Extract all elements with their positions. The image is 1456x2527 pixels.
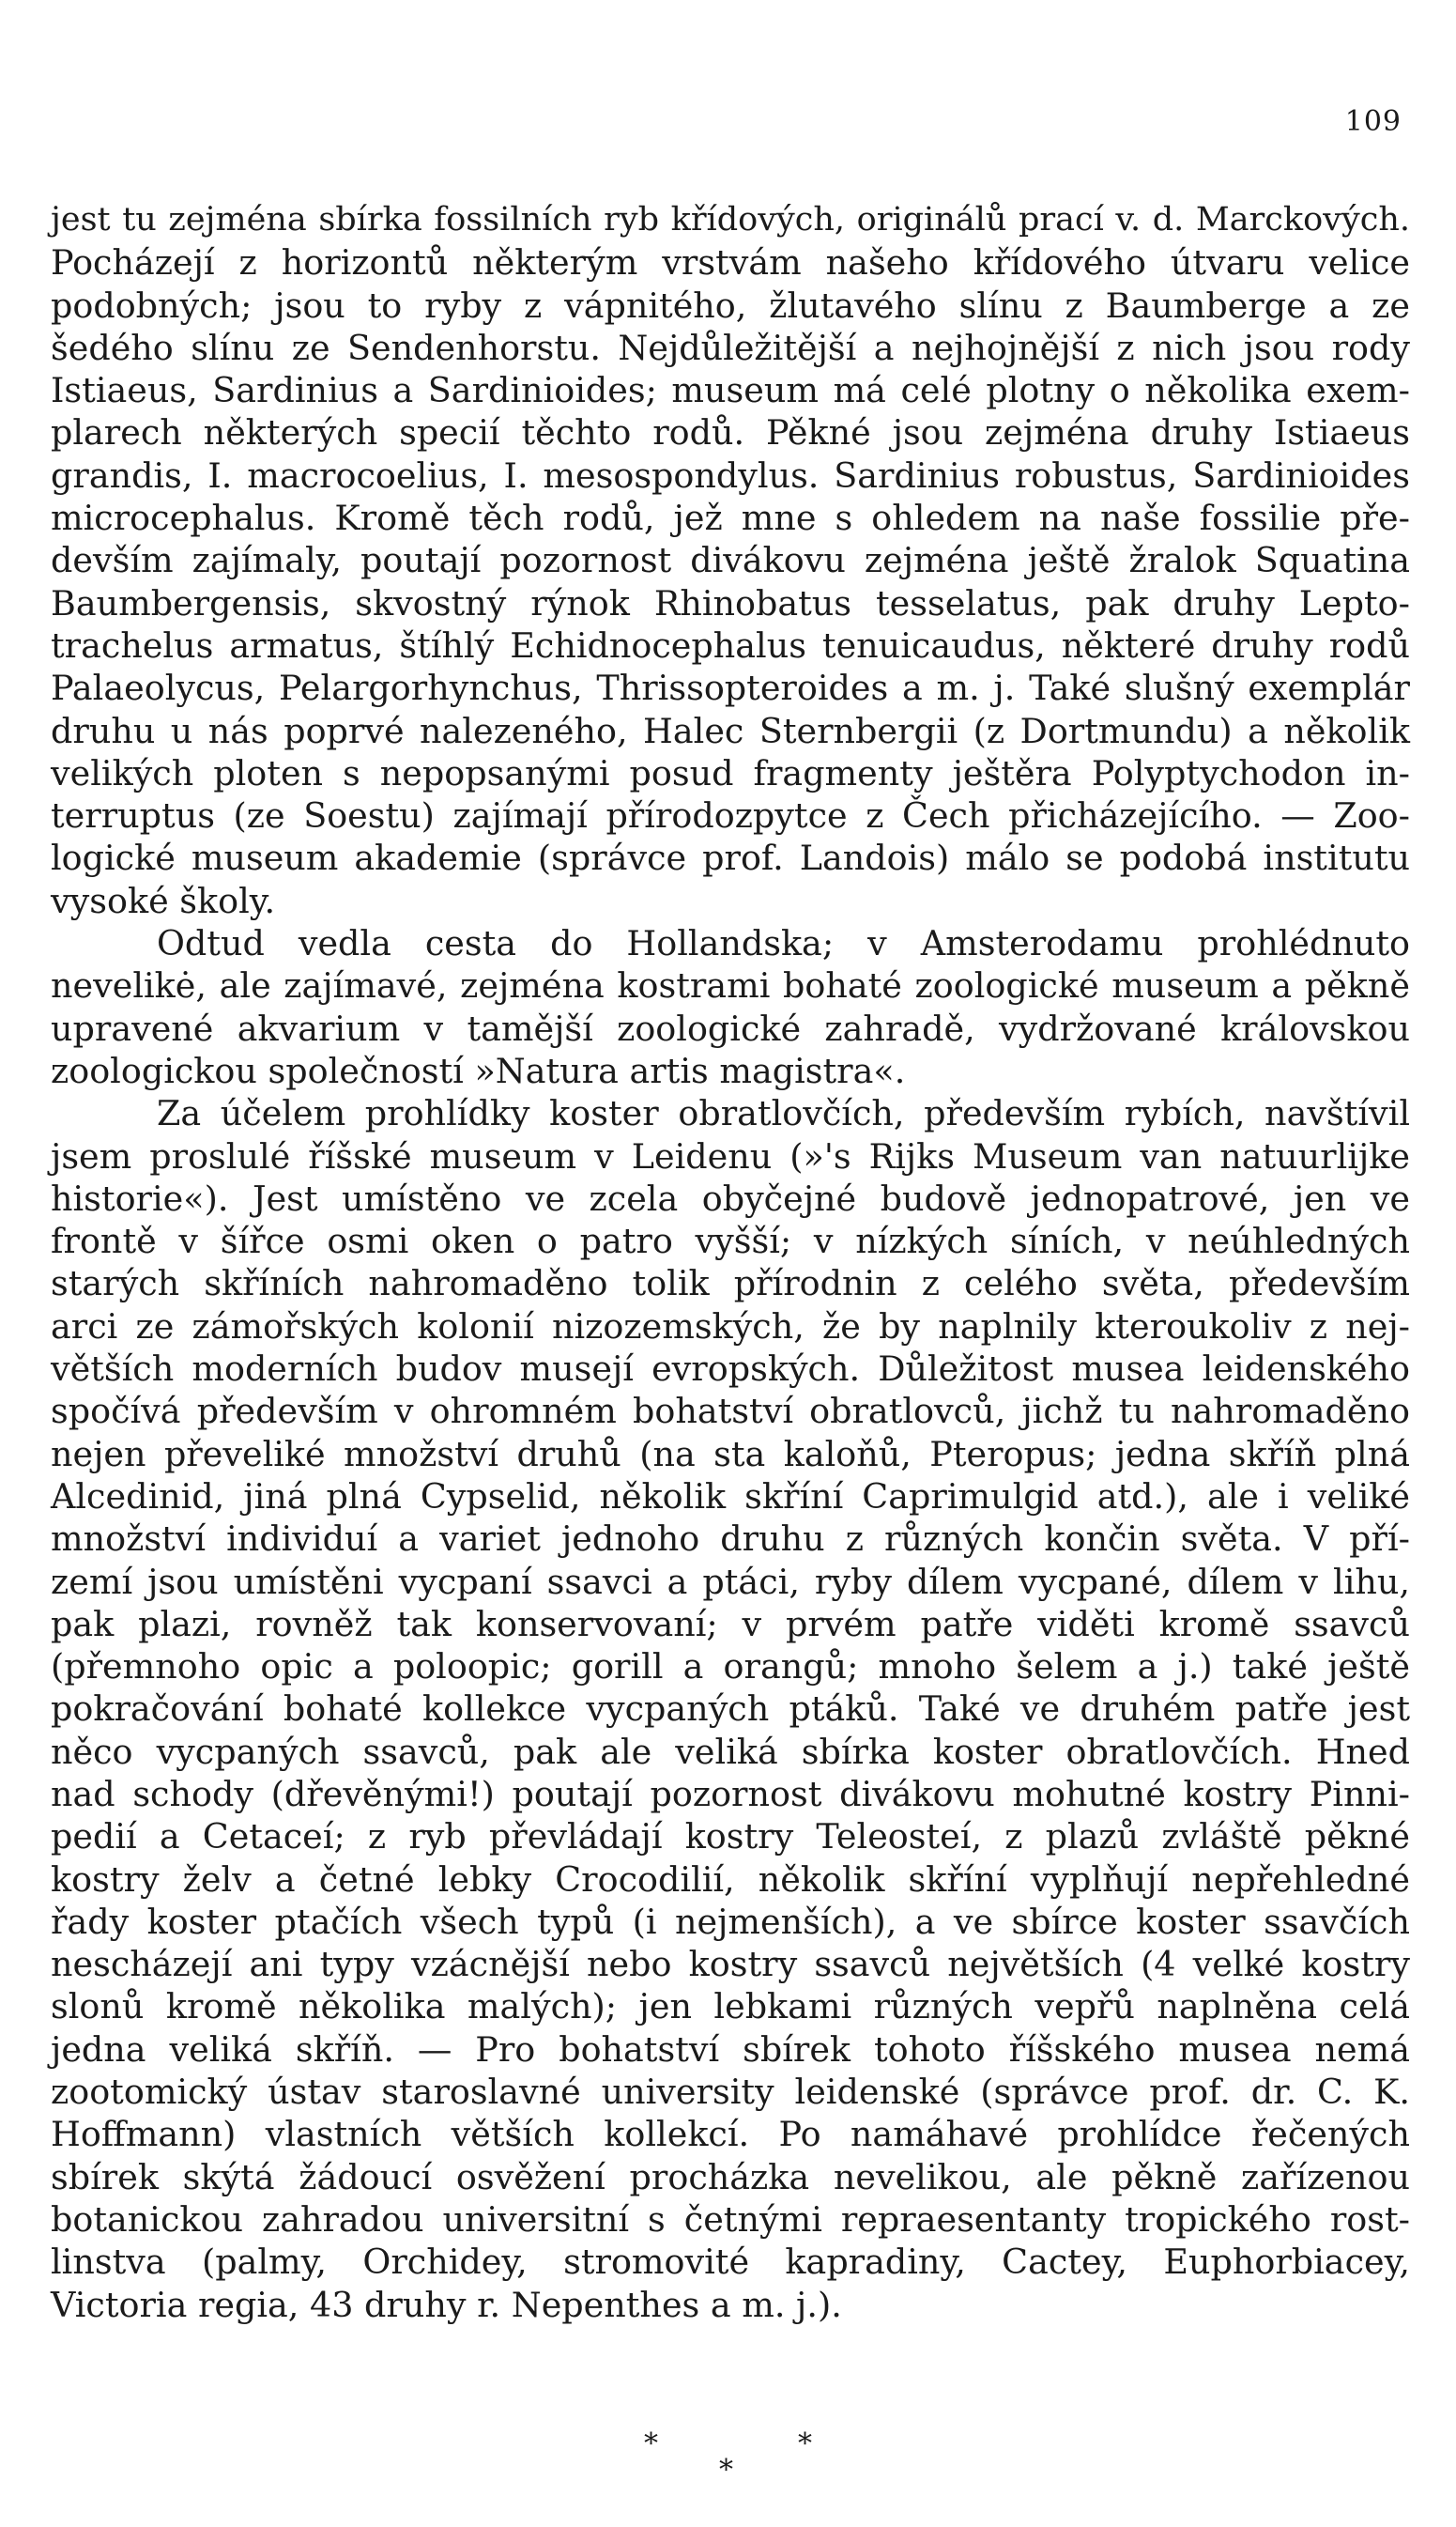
asterism-star-left: * [644,2427,658,2460]
text-line: druhu u nás poprvé nalezeného, Halec Sternbergii (z Dortmundu) a několik [51,710,1410,751]
asterism-star-bottom: * [719,2454,733,2487]
text-line: pak plazi, rovněž tak konservovaní; v prvém patře viděti kromě ssavců [51,1603,1410,1644]
text-line: jsem proslulé říšské museum v Leidenu (»'s Rijks Museum van natuurlijke [51,1135,1410,1177]
text-line: Istiaeus, Sardinius a Sardinioides; museum má celé plotny o několika exem- [51,370,1410,411]
text-line: řady koster ptačích všech typů (i nejmenších), a ve sbírce koster ssavčích [51,1901,1410,1942]
text-line: pokračování bohaté kollekce vycpaných ptáků. Také ve druhém patře jest [51,1688,1410,1730]
text-line: nescházejí ani typy vzácnější nebo kostry ssavců největších (4 velké kostry [51,1944,1410,1985]
text-line: velikých ploten s nepopsanými posud fragmenty ještěra Polyptychodon in- [51,752,1410,794]
page-number: 109 [1344,105,1402,138]
text-line: nejen převeliké množství druhů (na sta kaloňů, Pteropus; jedna skříň plná [51,1433,1410,1474]
text-line: terruptus (ze Soestu) zajímají přírodozpytce z Čech přicházejícího. — Zoo- [51,795,1410,837]
text-line: větších moderních budov musejí evropských. Důležitost musea leidenského [51,1348,1410,1390]
text-line: upravené akvarium v tamější zoologické zahradě, vydržované královskou [51,1008,1410,1049]
text-line: Hoffmann) vlastních větších kollekcí. Po namáhavé prohlídce řečených [51,2114,1410,2155]
text-line: jest tu zejména sbírka fossilních ryb křídových, originálů prací v. d. Marckových. [51,201,1410,239]
text-line: množství individuí a variet jednoho druhu z různých končin světa. V pří- [51,1518,1410,1560]
text-line: něco vycpaných ssavců, pak ale veliká sbírka koster obratlovčích. Hned [51,1731,1410,1772]
asterism-divider [0,2427,1456,2515]
text-line: linstva (palmy, Orchidey, stromovité kapradiny, Cactey, Euphorbiacey, [51,2242,1410,2283]
text-line: Palaeolycus, Pelargorhynchus, Thrissopteroides a m. j. Také slušný exemplár [51,668,1410,709]
text-line: pedií a Cetaceí; z ryb převládají kostry Teleosteí, z plazů zvláště pěkné [51,1816,1410,1857]
text-line: Odtud vedla cesta do Hollandska; v Amsterodamu prohlédnuto [157,923,1410,964]
text-line: slonů kromě několika malých); jen lebkami různých vepřů naplněna celá [51,1986,1410,2027]
text-line: nevelikė, ale zajímavé, zejména kostrami bohaté zoologické museum a pěkně [51,965,1410,1007]
text-line: Za účelem prohlídky koster obratlovčích, především rybích, navštívil [157,1093,1410,1134]
text-line: arci ze zámořských kolonií nizozemských, že by naplnily kteroukoliv z nej- [51,1305,1410,1347]
text-line: nad schody (dřevěnými!) poutají pozornost divákovu mohutné kostry Pinni- [51,1773,1410,1814]
text-line: botanickou zahradou universitní s četnými repraesentanty tropického rost- [51,2198,1410,2240]
text-line: kostry želv a četné lebky Crocodilií, několik skříní vyplňují nepřehledné [51,1858,1410,1900]
text-line: šedého slínu ze Sendenhorstu. Nejdůležitější a nejhojnější z nich jsou rody [51,327,1410,368]
text-line: Alcedinid, jiná plná Cypselid, několik skříní Caprimulgid atd.), ale i veliké [51,1475,1410,1517]
text-line: zemí jsou umístěni vycpaní ssavci a ptáci, ryby dílem vycpané, dílem v lihu, [51,1561,1410,1602]
text-line: starých skříních nahromaděno tolik přírodnin z celého světa, především [51,1263,1410,1304]
text-line: zoologickou společností »Natura artis magistra«. [51,1050,906,1091]
text-line: podobných; jsou to ryby z vápnitého, žlutavého slínu z Baumberge a ze [51,285,1410,326]
text-line: historie«). Jest umístěno ve zcela obyčejné budově jednopatrové, jen ve [51,1178,1410,1219]
text-line: sbírek skýtá žádoucí osvěžení procházka nevelikou, ale pěkně zařízenou [51,2156,1410,2197]
text-line: Pocházejí z horizontů některým vrstvám našeho křídového útvaru velice [51,242,1410,284]
text-line: Baumbergensis, skvostný rýnok Rhinobatus tesselatus, pak druhy Lepto- [51,582,1410,624]
text-line: plarech některých specií těchto rodů. Pěkné jsou zejména druhy Istiaeus [51,412,1410,454]
text-line: logické museum akademie (správce prof. Landois) málo se podobá institutu [51,838,1410,879]
text-line: devším zajímaly, poutají pozornost divákovu zejména ještě žralok Squatina [51,540,1410,581]
body-text [51,199,1410,2326]
text-line: microcephalus. Kromě těch rodů, jež mne s ohledem na naše fossilie pře- [51,498,1410,539]
text-line: Victoria regia, 43 druhy r. Nepenthes a m. j.). [51,2284,842,2325]
text-line: grandis, I. macrocoelius, I. mesospondylus. Sardinius robustus, Sardinioides [51,455,1410,496]
text-line: trachelus armatus, štíhlý Echidnocephalus tenuicaudus, některé druhy rodů [51,624,1410,666]
text-line: spočívá především v ohromném bohatství obratlovců, jichž tu nahromaděno [51,1391,1410,1432]
text-line: vysoké školy. [51,880,276,921]
text-line: zootomický ústav staroslavné university leidenské (správce prof. dr. C. K. [51,2072,1410,2113]
text-line: (přemnoho opic a poloopic; gorill a orangů; mnoho šelem a j.) také ještě [51,1646,1410,1687]
asterism-star-right: * [798,2427,812,2460]
text-line: jedna veliká skříň. — Pro bohatství sbírek tohoto říšského musea nemá [51,2028,1410,2070]
text-line: frontě v šířce osmi oken o patro vyšší; v nízkých síních, v neúhledných [51,1221,1410,1262]
